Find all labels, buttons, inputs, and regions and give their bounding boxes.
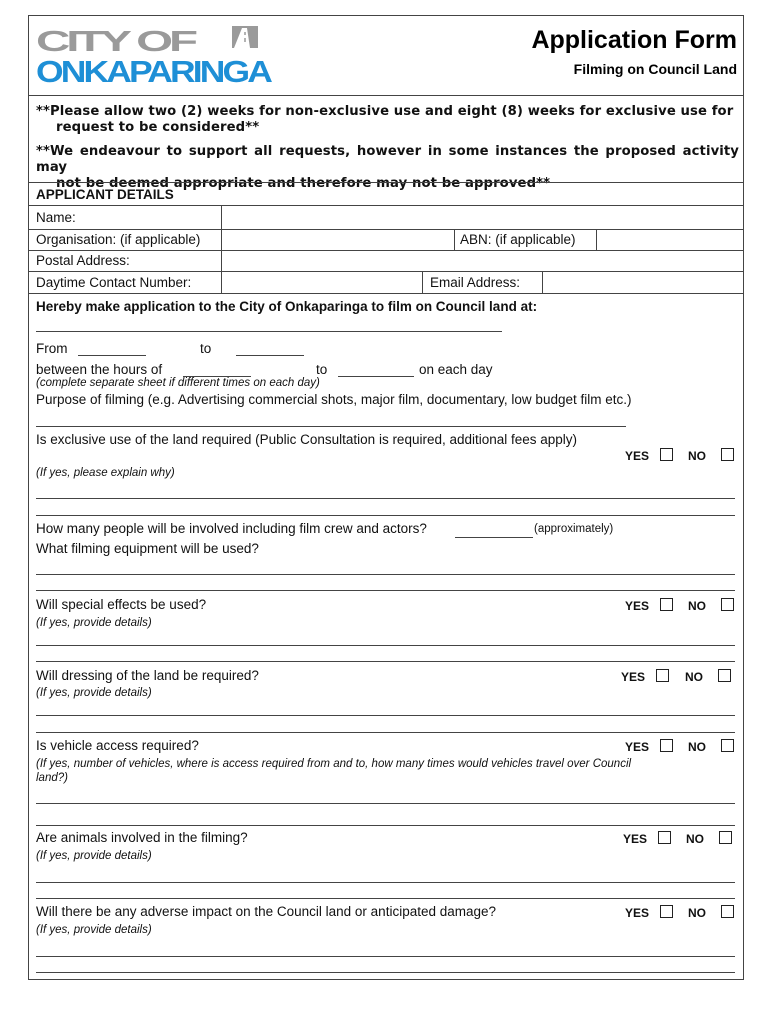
vehicle-note-line2: land?) [36,772,68,784]
from-date-field[interactable] [78,355,146,356]
vehicle-answer-line-1[interactable] [36,803,735,804]
damage-question: Will there be any adverse impact on the Council land or anticipated damage? [36,904,497,919]
damage-no-label: NO [688,906,706,920]
grid-line [454,229,455,250]
damage-answer-line-1[interactable] [36,956,735,957]
vehicle-yes-checkbox[interactable] [660,739,673,752]
contact-number-label: Daytime Contact Number: [36,275,192,290]
postal-address-label: Postal Address: [36,253,130,268]
people-question: How many people will be involved including film crew and actors? [36,521,427,536]
city-of-onkaparinga-logo [36,24,272,86]
equipment-answer-line-1[interactable] [36,574,735,575]
effects-no-checkbox[interactable] [721,598,734,611]
effects-answer-line-2[interactable] [36,661,735,662]
dressing-answer-line-2[interactable] [36,732,735,733]
applicant-details-heading: APPLICANT DETAILS [36,187,174,202]
vehicle-no-checkbox[interactable] [721,739,734,752]
dressing-no-label: NO [685,670,703,684]
vehicle-no-label: NO [688,740,706,754]
exclusive-answer-line-2[interactable] [36,515,735,516]
dressing-question: Will dressing of the land be required? [36,668,259,683]
vehicle-yes-label: YES [625,740,650,754]
logo-line2: ONKAPARINGA [36,54,272,86]
damage-yes-label: YES [625,906,650,920]
animals-yes-label: YES [623,832,648,846]
effects-yes-checkbox[interactable] [660,598,673,611]
grid-line [596,229,597,250]
abn-label: ABN: (if applicable) [460,232,576,247]
exclusive-use-question: Is exclusive use of the land required (Public Consultation is required, additional fees apply) [36,432,578,447]
animals-question: Are animals involved in the filming? [36,830,248,845]
vehicle-note-line1: (If yes, number of vehicles, where is access required from and to, how many times would vehicles travel over Council [36,758,632,770]
vehicle-access-question: Is vehicle access required? [36,738,199,753]
people-count-field[interactable] [455,537,533,538]
location-field[interactable] [36,331,502,332]
contact-number-field[interactable] [222,272,422,293]
animals-answer-line-2[interactable] [36,898,735,899]
animals-no-label: NO [686,832,704,846]
people-approx-label: (approximately) [534,523,614,535]
organisation-label: Organisation: (if applicable) [36,232,201,247]
page-title: Application Form [531,26,737,54]
animals-no-checkbox[interactable] [719,831,732,844]
logo-line1: CITY OF [36,26,197,58]
equipment-question: What filming equipment will be used? [36,541,259,556]
equipment-answer-line-2[interactable] [36,590,735,591]
postal-address-field[interactable] [222,251,743,271]
dressing-answer-line-1[interactable] [36,715,735,716]
exclusive-no-label: NO [688,449,706,463]
dressing-yes-label: YES [621,670,646,684]
animals-answer-line-1[interactable] [36,882,735,883]
each-day-label: on each day [419,362,493,377]
road-emblem-icon [232,26,258,48]
name-label: Name: [36,210,76,225]
special-effects-note: (If yes, provide details) [36,617,152,629]
purpose-field[interactable] [36,426,626,427]
effects-yes-label: YES [625,599,650,613]
application-statement: Hereby make application to the City of Onkaparinga to film on Council land at: [36,299,538,314]
dressing-note: (If yes, provide details) [36,687,152,699]
purpose-label: Purpose of filming (e.g. Advertising commercial shots, major film, documentary, low budget film etc.) [36,392,632,407]
notice-approval [36,144,739,192]
notice-approval-line1: **We endeavour to support all requests, however in some instances the proposed activity may [36,144,739,175]
divider [28,182,744,183]
divider [28,95,744,96]
times-note: (complete separate sheet if different times on each day) [36,377,320,389]
animals-yes-checkbox[interactable] [658,831,671,844]
grid-line [542,271,543,293]
dressing-no-checkbox[interactable] [718,669,731,682]
from-label: From [36,341,68,356]
exclusive-use-note: (If yes, please explain why) [36,467,175,479]
notice-lead-time-line2: request to be considered** [56,120,260,135]
special-effects-question: Will special effects be used? [36,597,207,612]
end-time-field[interactable] [338,376,414,377]
divider [28,293,744,294]
notice-lead-time-line1: **Please allow two (2) weeks for non-exclusive use and eight (8) weeks for exclusive use for [36,104,734,119]
exclusive-yes-label: YES [625,449,650,463]
email-field[interactable] [543,272,743,293]
damage-no-checkbox[interactable] [721,905,734,918]
damage-answer-line-2[interactable] [36,972,735,973]
grid-line [221,205,222,293]
hours-label: between the hours of [36,362,163,377]
exclusive-no-checkbox[interactable] [721,448,734,461]
email-label: Email Address: [430,275,521,290]
grid-line [422,271,423,293]
hours-to-label: to [316,362,328,377]
damage-note: (If yes, provide details) [36,924,152,936]
organisation-field[interactable] [222,230,454,250]
exclusive-answer-line-1[interactable] [36,498,735,499]
abn-field[interactable] [597,230,743,250]
notice-lead-time [36,104,739,136]
to-date-field[interactable] [236,355,304,356]
vehicle-answer-line-2[interactable] [36,825,735,826]
exclusive-yes-checkbox[interactable] [660,448,673,461]
name-field[interactable] [222,206,743,229]
dressing-yes-checkbox[interactable] [656,669,669,682]
damage-yes-checkbox[interactable] [660,905,673,918]
to-label: to [200,341,212,356]
animals-note: (If yes, provide details) [36,850,152,862]
notice-approval-line2: not be deemed appropriate and therefore may not be approved** [56,176,551,191]
effects-answer-line-1[interactable] [36,645,735,646]
page-subtitle: Filming on Council Land [573,61,737,77]
effects-no-label: NO [688,599,706,613]
